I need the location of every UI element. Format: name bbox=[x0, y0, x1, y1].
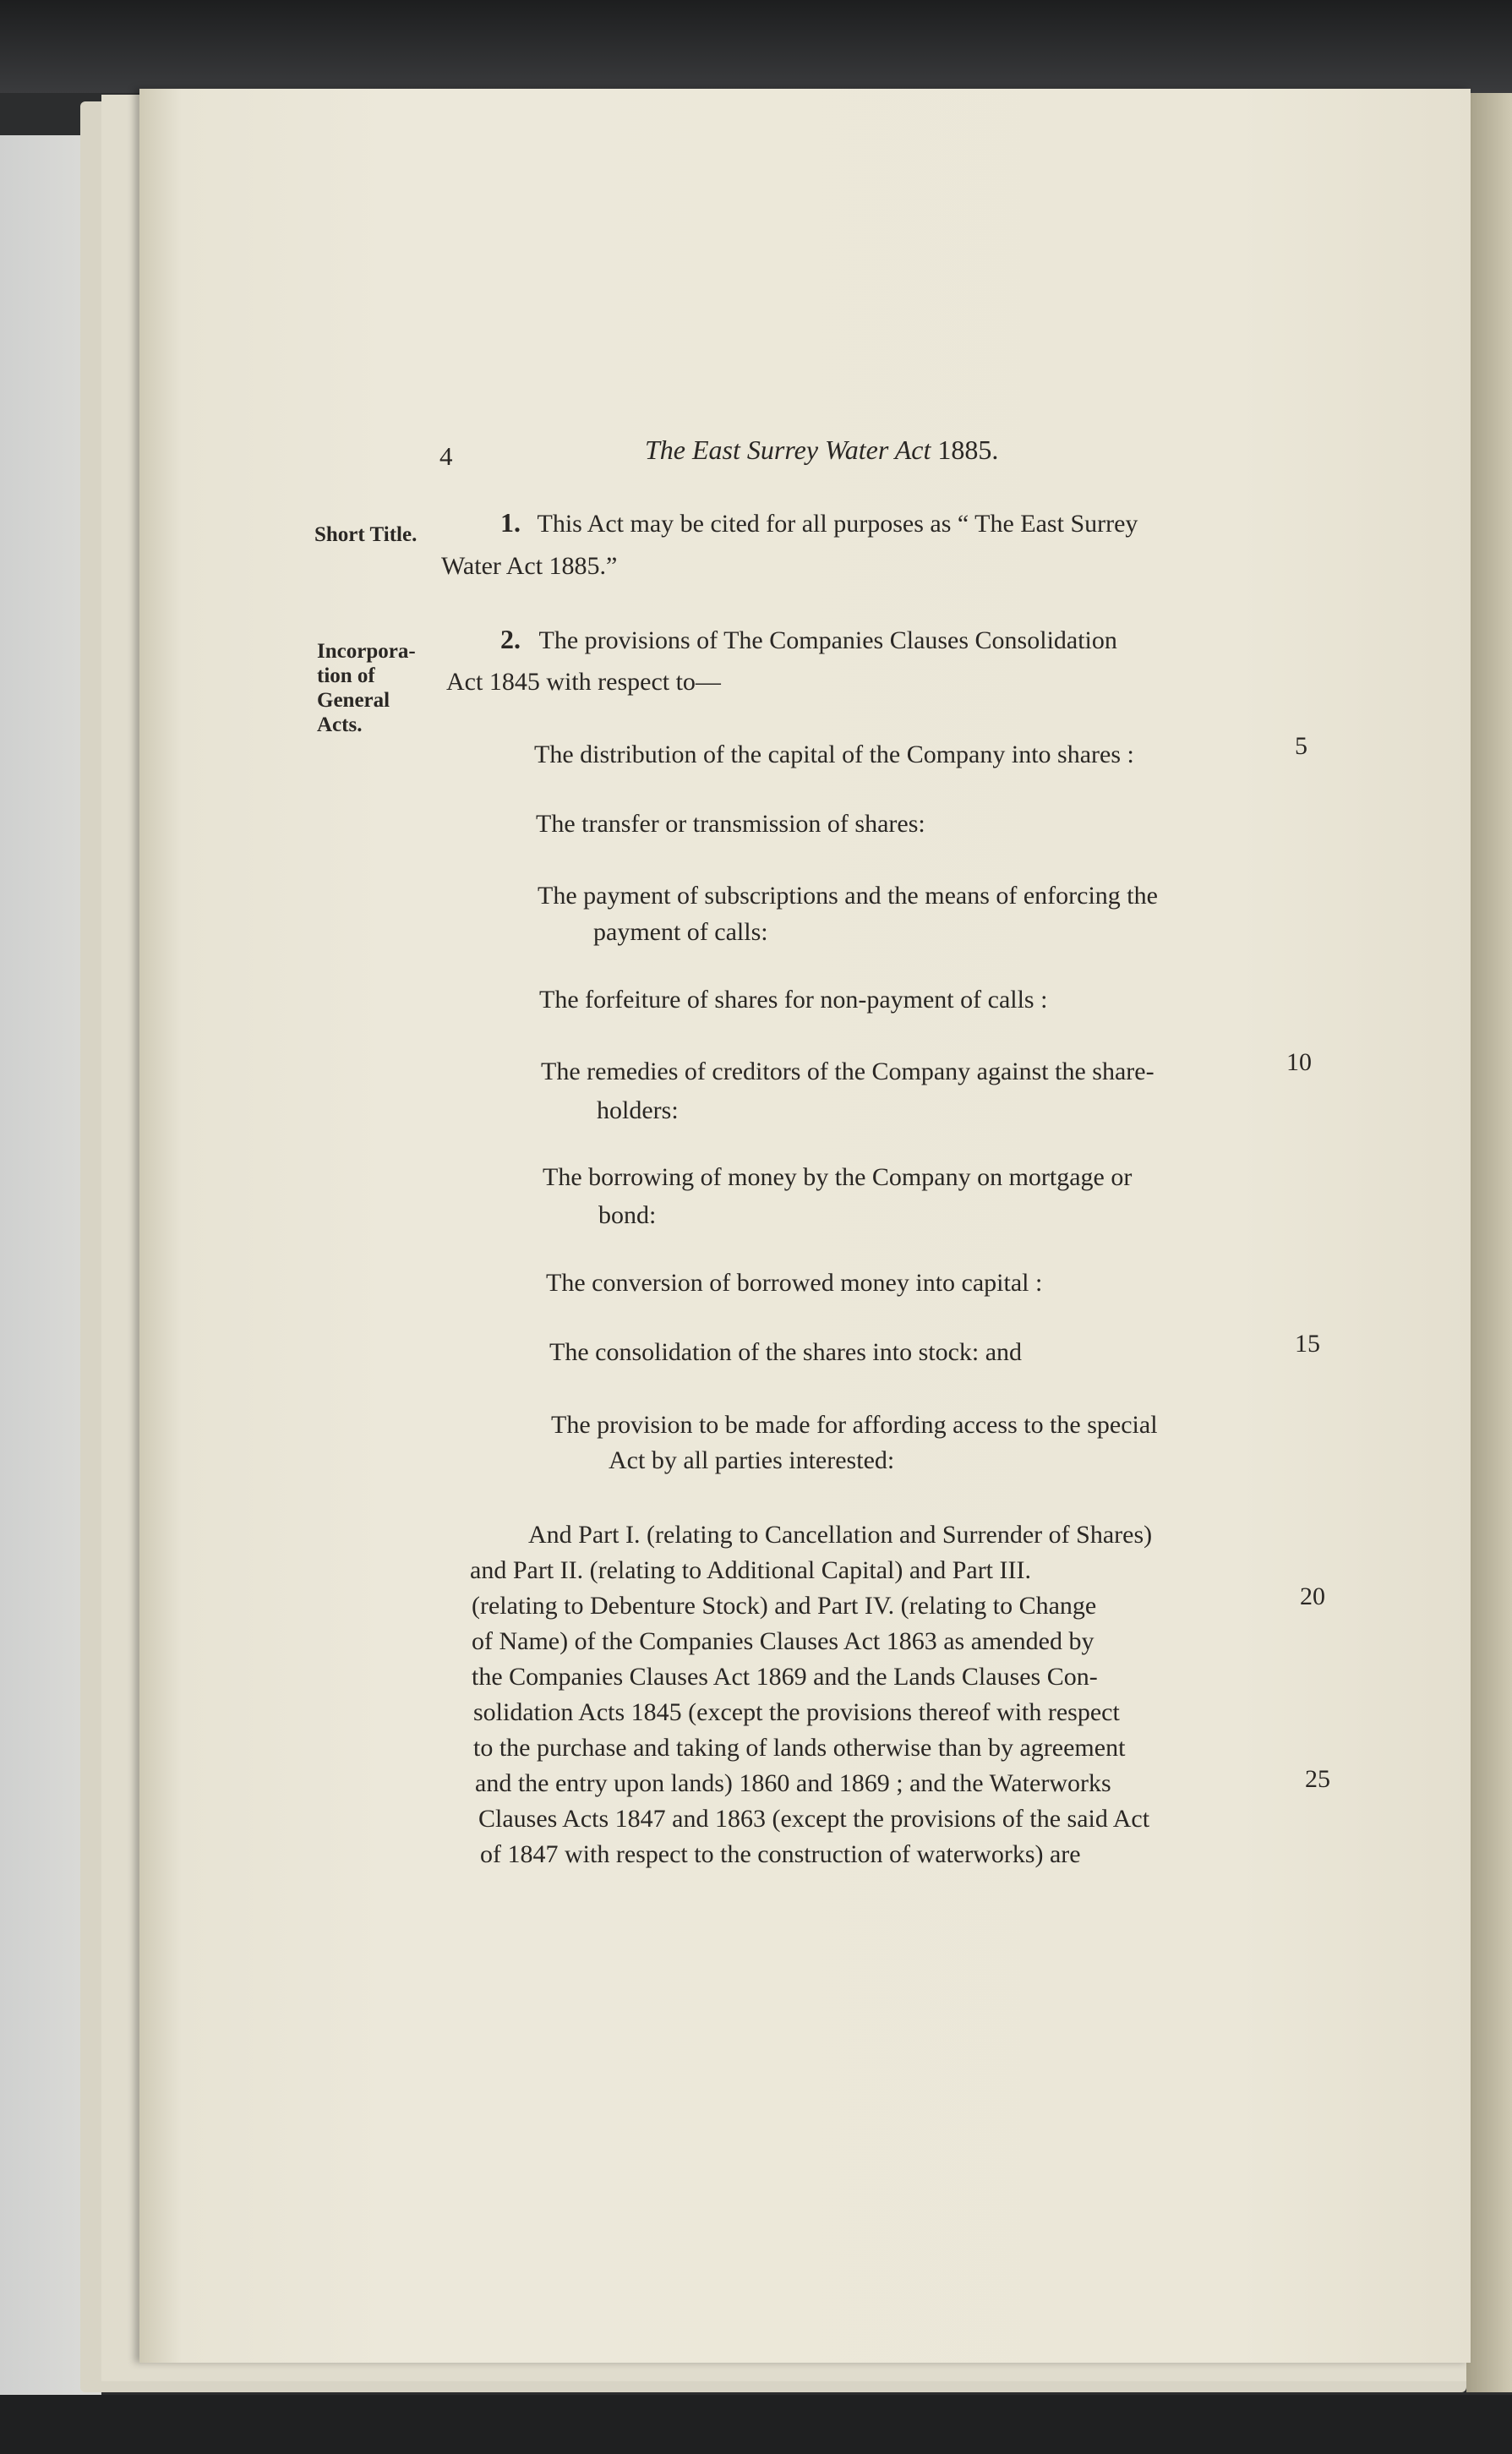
list-item: The transfer or transmission of shares: bbox=[536, 810, 925, 838]
right-page-edge bbox=[1466, 93, 1512, 2392]
paragraph-line: of 1847 with respect to the construction of waterworks) are bbox=[480, 1840, 1081, 1868]
line-number-25: 25 bbox=[1305, 1765, 1330, 1793]
margin-note-incorporation bbox=[317, 639, 416, 737]
section-2-first-line bbox=[500, 624, 1117, 656]
margin-note-line: tion of bbox=[317, 664, 375, 687]
list-item: The remedies of creditors of the Company against the share- bbox=[541, 1058, 1154, 1085]
line-number-20: 20 bbox=[1300, 1582, 1325, 1610]
list-item: The distribution of the capital of the Company into shares : bbox=[534, 741, 1134, 768]
list-item: The provision to be made for affording access to the special bbox=[551, 1411, 1158, 1439]
paragraph-line: of Name) of the Companies Clauses Act 1863 as amended by bbox=[472, 1627, 1094, 1655]
paragraph-line: Clauses Acts 1847 and 1863 (except the provisions of the said Act bbox=[478, 1805, 1150, 1833]
margin-note-line: Acts. bbox=[317, 713, 363, 736]
list-item: The conversion of borrowed money into capital : bbox=[546, 1269, 1043, 1297]
margin-note-line: General bbox=[317, 689, 390, 712]
page-number: 4 bbox=[439, 441, 453, 471]
section-1-text: This Act may be cited for all purposes as “ The East Surrey bbox=[537, 510, 1138, 538]
running-title bbox=[645, 435, 998, 465]
section-2-number: 2. bbox=[500, 624, 521, 654]
list-item: The forfeiture of shares for non-payment of calls : bbox=[539, 986, 1048, 1014]
section-2-text: The provisions of The Companies Clauses Consolidation bbox=[538, 626, 1117, 654]
paragraph-line: and Part II. (relating to Additional Capital) and Part III. bbox=[470, 1556, 1031, 1584]
paragraph-line: to the purchase and taking of lands otherwise than by agreement bbox=[473, 1734, 1126, 1762]
list-item-continuation: holders: bbox=[597, 1096, 679, 1124]
line-number-5: 5 bbox=[1295, 732, 1307, 760]
section-1-second-line: Water Act 1885.” bbox=[441, 552, 618, 580]
paragraph-line: (relating to Debenture Stock) and Part IV. (relating to Change bbox=[472, 1592, 1097, 1620]
list-item: The consolidation of the shares into stock: and bbox=[549, 1338, 1023, 1366]
line-number-15: 15 bbox=[1295, 1330, 1320, 1358]
book-cover-top bbox=[0, 0, 1512, 93]
paragraph-line: and the entry upon lands) 1860 and 1869 ; and the Waterworks bbox=[475, 1769, 1111, 1797]
document-page bbox=[139, 89, 1471, 2363]
margin-note-line: Incorpora- bbox=[317, 640, 416, 663]
list-item-continuation: payment of calls: bbox=[593, 918, 768, 946]
running-title-italic: The East Surrey Water Act bbox=[645, 435, 931, 465]
section-1-number: 1. bbox=[500, 507, 521, 538]
list-item-continuation: Act by all parties interested: bbox=[609, 1446, 895, 1474]
paragraph-line: solidation Acts 1845 (except the provisions thereof with respect bbox=[473, 1698, 1120, 1726]
list-item: The payment of subscriptions and the means of enforcing the bbox=[538, 882, 1158, 910]
margin-note-short-title: Short Title. bbox=[314, 523, 418, 546]
section-1-first-line bbox=[500, 507, 1264, 539]
section-2-second-line: Act 1845 with respect to— bbox=[446, 668, 721, 696]
line-number-10: 10 bbox=[1286, 1048, 1312, 1076]
paragraph-line: And Part I. (relating to Cancellation and Surrender of Shares) bbox=[528, 1521, 1153, 1549]
book-cover-bottom bbox=[0, 2395, 1512, 2454]
running-title-year: 1885. bbox=[937, 435, 999, 465]
list-item: The borrowing of money by the Company on mortgage or bbox=[543, 1163, 1133, 1191]
list-item-continuation: bond: bbox=[598, 1201, 657, 1229]
paragraph-line: the Companies Clauses Act 1869 and the Lands Clauses Con- bbox=[472, 1663, 1098, 1691]
